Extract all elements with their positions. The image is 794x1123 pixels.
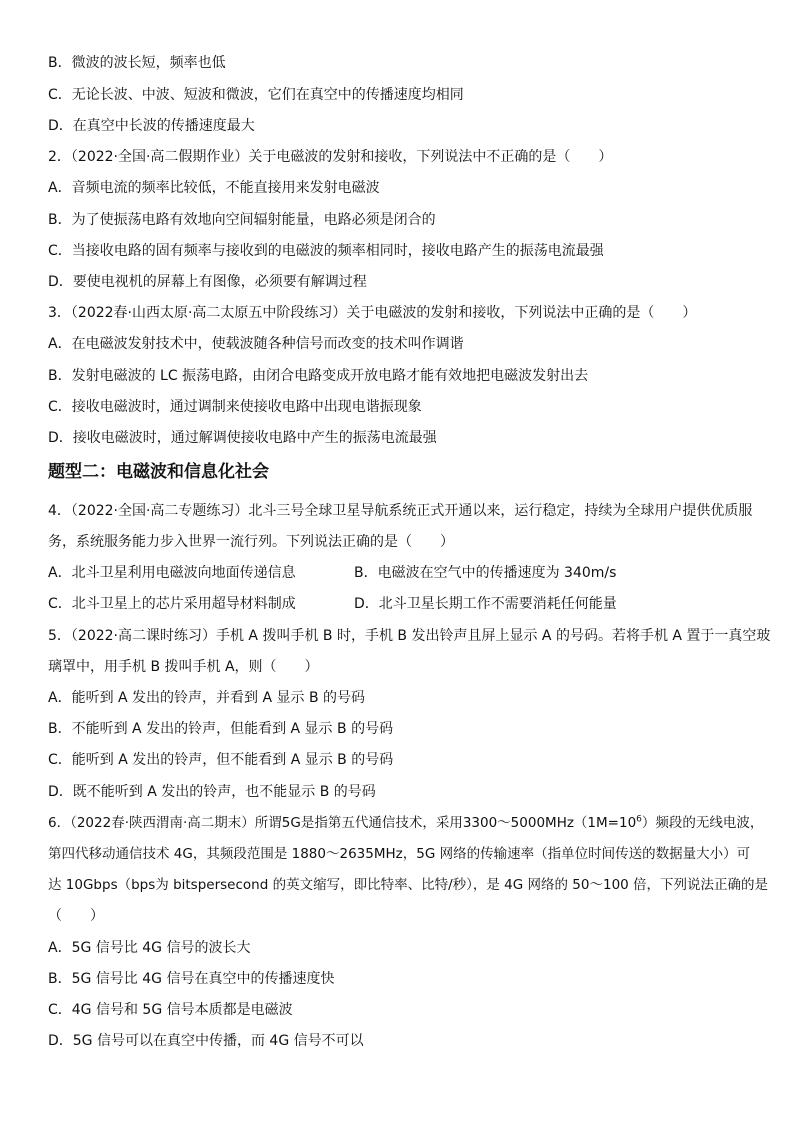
- q5-stem-line1: 5．（2022·高二课时练习）手机 A 拨叫手机 B 时，手机 B 发出铃声且屏上显示 A 的号码。若将手机 A 置于一真空玻: [48, 628, 771, 644]
- q3-option-c: C．接收电磁波时，通过调制来使接收电路中出现电谐振现象: [48, 399, 422, 415]
- q6-stem-line4: （ ）: [48, 908, 104, 924]
- q6-option-d: D．5G 信号可以在真空中传播，而 4G 信号不可以: [48, 1033, 364, 1049]
- q3-stem: 3．（2022春·山西太原·高二太原五中阶段练习）关于电磁波的发射和接收，下列说法中正确的是（ ）: [48, 305, 697, 321]
- q1-option-c: C．无论长波、中波、短波和微波，它们在真空中的传播速度均相同: [48, 87, 464, 103]
- q6-option-a: A．5G 信号比 4G 信号的波长大: [48, 940, 251, 956]
- q3-option-a: A．在电磁波发射技术中，使载波随各种信号而改变的技术叫作调谐: [48, 336, 464, 352]
- q6-exponent: 6: [636, 814, 642, 825]
- q6-stem-line1: [48, 813, 764, 833]
- q4-option-c: C．北斗卫星上的芯片采用超导材料制成: [48, 596, 296, 612]
- q3-option-d: D．接收电磁波时，通过解调使接收电路中产生的振荡电流最强: [48, 430, 437, 446]
- q2-option-c: C．当接收电路的固有频率与接收到的电磁波的频率相同时，接收电路产生的振荡电流最强: [48, 243, 604, 259]
- q4-option-d: D．北斗卫星长期工作不需要消耗任何能量: [354, 596, 617, 612]
- q5-option-c: C．能听到 A 发出的铃声，但不能看到 A 显示 B 的号码: [48, 752, 394, 768]
- q6-stem-line2: 第四代移动通信技术 4G，其频段范围是 1880～2635MHz，5G 网络的传输速率（指单位时间传送的数据量大小）可: [48, 846, 751, 862]
- q6-option-b: B．5G 信号比 4G 信号在真空中的传播速度快: [48, 971, 335, 987]
- q6-option-c: C．4G 信号和 5G 信号本质都是电磁波: [48, 1002, 293, 1018]
- q2-option-a: A．音频电流的频率比较低，不能直接用来发射电磁波: [48, 180, 380, 196]
- q1-option-b: B．微波的波长短，频率也低: [48, 55, 226, 71]
- q6-stem-line1-post: ）频段的无线电波，: [641, 815, 764, 831]
- q4-option-a: A．北斗卫星利用电磁波向地面传递信息: [48, 565, 296, 581]
- q1-option-d: D．在真空中长波的传播速度最大: [48, 118, 255, 134]
- q4-stem-line2: 务，系统服务能力步入世界一流行列。下列说法正确的是（ ）: [48, 534, 454, 550]
- q5-stem-line2: 璃罩中，用手机 B 拨叫手机 A，则（ ）: [48, 659, 319, 675]
- q2-option-b: B．为了使振荡电路有效地向空间辐射能量，电路必须是闭合的: [48, 212, 436, 228]
- q6-stem-line3: 达 10Gbps（bps为 bitspersecond 的英文缩写，即比特率、比特/秒），是 4G 网络的 50～100 倍，下列说法正确的是: [48, 877, 769, 893]
- q6-stem-line1-pre: 6．（2022春·陕西渭南·高二期末）所谓5G是指第五代通信技术，采用3300～5000MHz（1M=10: [48, 815, 637, 831]
- q5-option-a: A．能听到 A 发出的铃声，并看到 A 显示 B 的号码: [48, 690, 366, 706]
- q4-stem-line1: 4．（2022·全国·高二专题练习）北斗三号全球卫星导航系统正式开通以来，运行稳定，持续为全球用户提供优质服: [48, 503, 753, 519]
- section-heading: 题型二：电磁波和信息化社会: [48, 462, 269, 482]
- q5-option-b: B．不能听到 A 发出的铃声，但能看到 A 显示 B 的号码: [48, 721, 394, 737]
- q4-option-b: B．电磁波在空气中的传播速度为 340m/s: [354, 565, 617, 581]
- q2-stem: 2．（2022·全国·高二假期作业）关于电磁波的发射和接收，下列说法中不正确的是（ ）: [48, 149, 613, 165]
- q5-option-d: D．既不能听到 A 发出的铃声，也不能显示 B 的号码: [48, 784, 376, 800]
- q3-option-b: B．发射电磁波的 LC 振荡电路，由闭合电路变成开放电路才能有效地把电磁波发射出去: [48, 368, 589, 384]
- q2-option-d: D．要使电视机的屏幕上有图像，必须要有解调过程: [48, 274, 367, 290]
